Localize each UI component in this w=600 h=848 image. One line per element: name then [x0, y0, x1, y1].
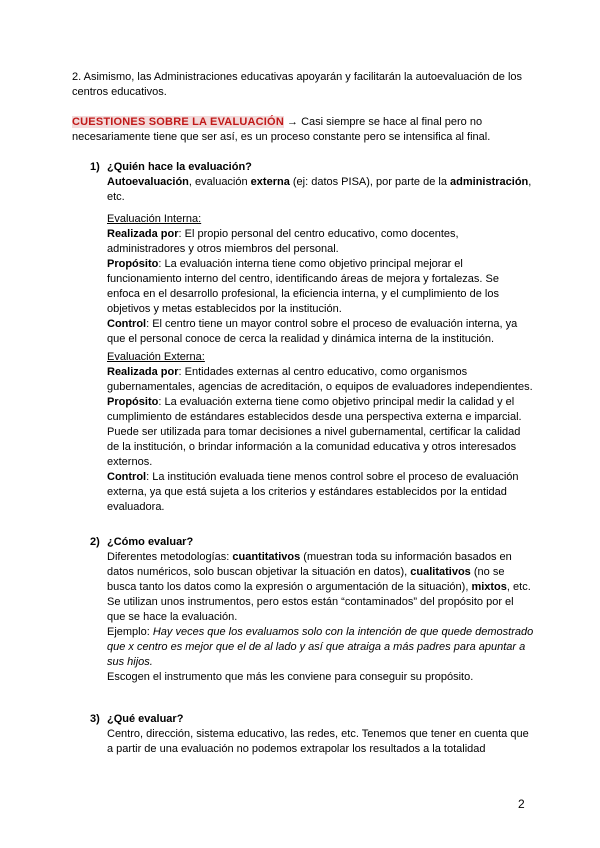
cuestiones-paragraph: [72, 115, 542, 145]
mixtos-term: mixtos: [471, 581, 507, 593]
section-3-text: Centro, dirección, sistema educativo, las redes, etc. Tenemos que tener en cuenta que a partir de una evaluación no podemos extrapolar los resultados a la totalidad: [107, 728, 529, 755]
section-2-question: ¿Cómo evaluar?: [107, 536, 194, 548]
section-2-metodologias: Diferentes metodologías: cuantitativos (muestran toda su información basados en datos numéricos, solo buscan objetivar la situación en datos), cualitativos (no se busca tanto los datos como la expresión o argumentación de la situación), mixtos, etc.: [107, 551, 531, 593]
section-2-number: 2): [90, 536, 100, 548]
section-2: [90, 535, 535, 685]
section-3-number: 3): [90, 713, 100, 725]
section-3-question: ¿Qué evaluar?: [107, 713, 184, 725]
cuestiones-title: CUESTIONES SOBRE LA EVALUACIÓN: [72, 116, 284, 128]
externa-control: Control: La institución evaluada tiene menos control sobre el proceso de evaluación externa, ya que está sujeta a los criterios y estándares establecidos por la entidad evaluadora.: [107, 471, 519, 513]
section-2-conclusion: Escogen el instrumento que más les conviene para conseguir su propósito.: [107, 671, 474, 683]
section-1-question: ¿Quién hace la evaluación?: [107, 161, 252, 173]
externa-proposito: Propósito: La evaluación externa tiene como objetivo principal medir la calidad y el cumplimiento de estándares establecidos desde una perspectiva externa e imparcial. Puede ser utilizada para tomar decisiones a nivel gubernamental, certificar la calidad de la institución, o brindar información a la comunidad educativa y otros interesados externos.: [107, 396, 522, 468]
interna-control: Control: El centro tiene un mayor control sobre el proceso de evaluación interna, ya que el personal conoce de cerca la realidad y dinámica interna de la institución.: [107, 318, 518, 345]
externa-realizada: Realizada por: Entidades externas al centro educativo, como organismos gubernamentales, agencias de acreditación, o equipos de evaluadores independientes.: [107, 366, 533, 393]
section-2-ejemplo: Ejemplo: Hay veces que los evaluamos solo con la intención de que quede demostrado que x centro es mejor que el de al lado y así que atraiga a más padres para apuntar a sus hijos.: [107, 626, 534, 668]
section-1-number: 1): [90, 161, 100, 173]
cualitativos-term: cualitativos: [410, 566, 471, 578]
arrow-symbol: →: [287, 116, 299, 128]
section-1-intro: Autoevaluación, evaluación externa (ej: datos PISA), por parte de la administración, etc.: [107, 176, 532, 203]
page-number: 2: [518, 797, 525, 811]
interna-realizada: Realizada por: El propio personal del centro educativo, como docentes, administradores y otros miembros del personal.: [107, 228, 459, 255]
interna-proposito: Propósito: La evaluación interna tiene como objetivo principal mejorar el funcionamiento interno del centro, identificando áreas de mejora y fortalezas. Se enfoca en el desarrollo profesional, la eficiencia interna, y el cumplimiento de los objetivos y metas establecidos por la institución.: [107, 258, 499, 315]
cuantitativos-term: cuantitativos: [232, 551, 301, 563]
cuestiones-text: Casi siempre se hace al final pero no necesariamente tiene que ser así, es un proceso constante pero se intensifica al final.: [72, 116, 491, 143]
externa-term: externa: [250, 176, 290, 188]
intro-paragraph: 2. Asimismo, las Administraciones educativas apoyarán y facilitarán la autoevaluación de los centros educativos.: [72, 71, 523, 98]
administracion-term: administración: [450, 176, 529, 188]
section-1: [90, 160, 535, 515]
externa-heading: Evaluación Externa:: [107, 351, 205, 363]
interna-heading: Evaluación Interna:: [107, 213, 202, 225]
section-2-instrumentos: Se utilizan unos instrumentos, pero estos están “contaminados” del propósito por el que se hace la evaluación.: [107, 596, 514, 623]
section-3: [90, 712, 535, 757]
autoevaluacion-term: Autoevaluación: [107, 176, 189, 188]
